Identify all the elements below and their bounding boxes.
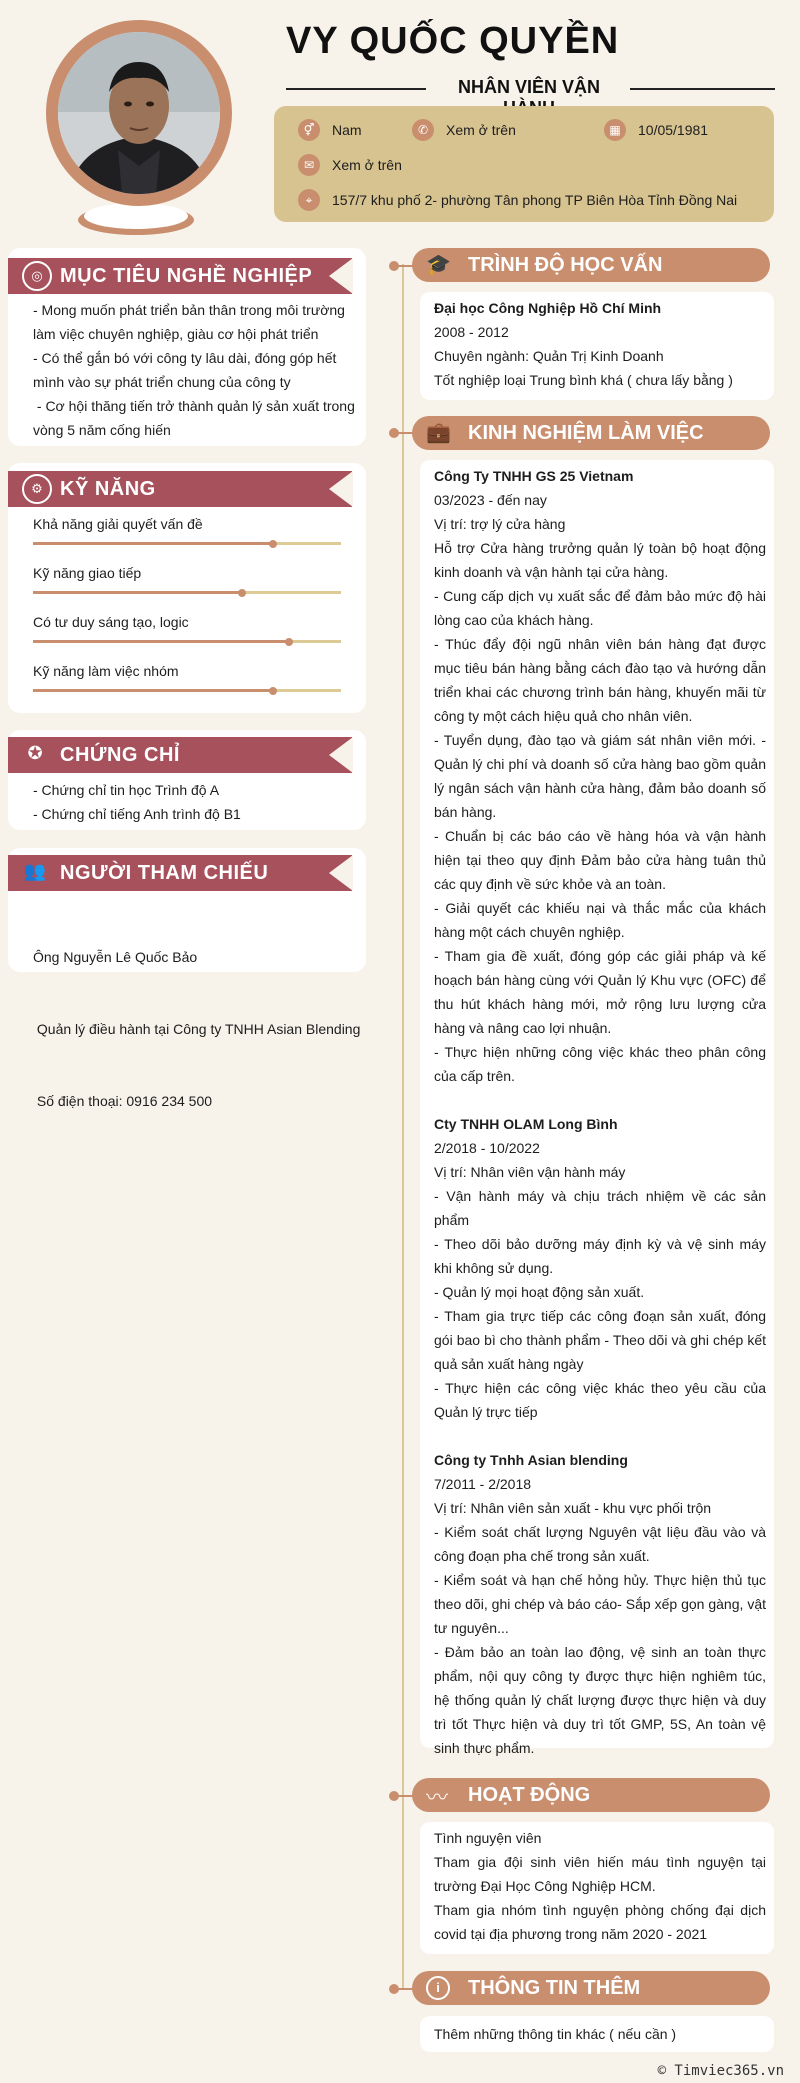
job-line: 2/2018 - 10/2022	[434, 1140, 540, 1156]
job-line: - Tuyển dụng, đào tạo và giám sát nhân viên mới. - Quản lý chi phí và doanh số cửa hàng bao gồm quản lý ngân sách vận hành cửa hàng, đảm bảo doanh số bán hàng.	[434, 732, 766, 820]
certificates-title: CHỨNG CHỈ	[60, 744, 180, 766]
pulse-icon: 〰	[426, 1785, 449, 1810]
skill-bar-fill	[33, 591, 242, 594]
skill-bar	[33, 640, 341, 643]
references-text	[33, 897, 360, 1137]
certificate-line: - Chứng chỉ tiếng Anh trình độ B1	[33, 806, 241, 822]
education-header	[412, 248, 770, 282]
contact-address: 157/7 khu phố 2- phường Tân phong TP Biên Hòa Tỉnh Đồng Nai	[332, 192, 738, 208]
phone-icon: ✆	[412, 119, 434, 141]
experience-text	[434, 464, 766, 1760]
objective-text	[33, 298, 363, 442]
references-ribbon	[8, 855, 352, 891]
skill-level-marker	[269, 687, 277, 695]
job-line: - Vận hành máy và chịu trách nhiệm về các sản phẩm	[434, 1188, 766, 1228]
skill-bar	[33, 689, 341, 692]
avatar	[58, 32, 220, 194]
job-line: - Tham gia trực tiếp các công đoạn sản xuất, đóng gói bao bì cho thành phẩm - Theo dõi và ghi chép kết quả sản xuất hàng ngày	[434, 1308, 766, 1372]
job-line: - Quản lý mọi hoạt động sản xuất.	[434, 1284, 645, 1300]
skill-label: Kỹ năng giao tiếp	[33, 565, 142, 581]
objective-title: MỤC TIÊU NGHỀ NGHIỆP	[60, 265, 313, 287]
job-company: Công Ty TNHH GS 25 Vietnam	[434, 468, 634, 484]
experience-header	[412, 416, 770, 450]
users-icon: 👥	[23, 861, 47, 881]
skill-label: Kỹ năng làm việc nhóm	[33, 663, 179, 679]
job-line: - Cung cấp dịch vụ xuất sắc để đảm bảo mức độ hài lòng cao của khách hàng.	[434, 588, 766, 628]
objective-line: - Cơ hội thăng tiến trở thành quản lý sản xuất trong	[33, 398, 355, 414]
objective-line: - Mong muốn phát triển bản thân trong môi trường	[33, 302, 345, 318]
gear-icon: ⚙	[22, 474, 52, 504]
extra-header	[412, 1971, 770, 2005]
job-line: Vị trí: Nhân viên vận hành máy	[434, 1164, 626, 1180]
objective-line: làm việc chuyên nghiệp, giàu cơ hội phát triển	[33, 326, 319, 342]
references-title: NGƯỜI THAM CHIẾU	[60, 862, 269, 884]
footer-watermark: © Timviec365.vn	[657, 2063, 784, 2079]
contact-phone: Xem ở trên	[446, 122, 516, 138]
job-line: Vị trí: Nhân viên sản xuất - khu vực phối trộn	[434, 1500, 712, 1516]
job-company: Công ty Tnhh Asian blending	[434, 1452, 628, 1468]
skill-level-marker	[238, 589, 246, 597]
extra-line: Thêm những thông tin khác ( nếu cần )	[434, 2026, 677, 2042]
job-company: Cty TNHH OLAM Long Bình	[434, 1116, 618, 1132]
timeline-line	[402, 264, 404, 1990]
contact-birthday: 10/05/1981	[638, 122, 709, 138]
skill-level-marker	[285, 638, 293, 646]
reference-line: Ông Nguyễn Lê Quốc Bảo	[33, 949, 198, 965]
candidate-name: VY QUỐC QUYỀN	[286, 20, 620, 62]
objective-line: vòng 5 năm cống hiến	[33, 422, 171, 438]
skill-label: Khả năng giải quyết vấn đề	[33, 516, 203, 532]
education-line: Chuyên ngành: Quản Trị Kinh Doanh	[434, 348, 664, 364]
skill-bar-fill	[33, 640, 289, 643]
job-line: 7/2011 - 2/2018	[434, 1476, 532, 1492]
ribbon-notch	[329, 258, 353, 294]
activity-line: Tình nguyện viên	[434, 1830, 542, 1846]
activity-line: Tham gia nhóm tình nguyện phòng chống đại dịch covid tại địa phương trong năm 2020 - 2021	[434, 1902, 766, 1942]
skill-label: Có tư duy sáng tạo, logic	[33, 614, 189, 630]
reference-line: Quản lý điều hành tại Công ty TNHH Asian Blending	[33, 1021, 361, 1037]
extra-title: THÔNG TIN THÊM	[468, 1977, 641, 1999]
job-line: - Kiểm soát và hạn chế hỏng hủy. Thực hiện thủ tục theo dõi, ghi chép và báo cáo- Sắp xếp gọn gàng, vật tư nguyên...	[434, 1572, 766, 1636]
job-line: - Chuẩn bị các báo cáo về hàng hóa và vận hành hiện tại theo quy định Đảm bảo cửa hàng tuân thủ các quy định về sức khỏe và an toàn.	[434, 828, 766, 892]
briefcase-icon: 💼	[426, 422, 451, 444]
avatar-frame	[46, 20, 232, 206]
job-line: - Tham gia đề xuất, đóng góp các giải pháp và kế hoạch bán hàng cùng với Quản lý Khu vực (OFC) để thu hút khách hàng mới, mở rộng lưu lượng cửa hàng và nâng cao lợi nhuận.	[434, 948, 766, 1036]
contact-gender: Nam	[332, 122, 362, 138]
skill-bar	[33, 591, 341, 594]
job-line: - Kiểm soát chất lượng Nguyên vật liệu đầu vào và công đoạn pha chế trong sản xuất.	[434, 1524, 766, 1564]
activity-line: Tham gia đội sinh viên hiến máu tình nguyện tại trường Đại Học Công Nghiệp HCM.	[434, 1854, 766, 1894]
certificate-line: - Chứng chỉ tin học Trình độ A	[33, 782, 220, 798]
education-line: 2008 - 2012	[434, 324, 509, 340]
reference-line: Số điện thoại: 0916 234 500	[33, 1093, 213, 1109]
job-spacer	[434, 1088, 766, 1112]
job-line: Hỗ trợ Cửa hàng trưởng quản lý toàn bộ hoạt động kinh doanh và vận hành tại cửa hàng.	[434, 540, 766, 580]
target-icon: ◎	[22, 261, 52, 291]
position-title: NHÂN VIÊN VẬN	[457, 77, 600, 97]
ribbon-notch	[329, 471, 353, 507]
education-title: TRÌNH ĐỘ HỌC VẤN	[468, 254, 663, 276]
extra-text	[434, 2022, 766, 2046]
job-line: - Thúc đẩy đội ngũ nhân viên bán hàng đạt được mục tiêu bán hàng bằng cách đào tạo và hướng dẫn triển khai các chương trình bán hàng, khuyến mãi từ công ty một cách hiệu quả cho nhân viên.	[434, 636, 766, 724]
award-icon: ✪	[27, 743, 43, 763]
position-divider-right	[630, 88, 775, 90]
job-line: 03/2023 - đến nay	[434, 492, 547, 508]
job-line: - Đảm bảo an toàn lao động, vệ sinh an toàn thực phẩm, nội quy công ty được thực hiện nghiêm túc, hệ thống quản lý chất lượng được thực hiện và duy trì tốt Thực hiện và duy trì tốt GMP, 5S, An toàn vệ sinh thực phẩm.	[434, 1644, 766, 1756]
job-line: Vị trí: trợ lý cửa hàng	[434, 516, 566, 532]
activities-title: HOẠT ĐỘNG	[468, 1784, 591, 1806]
certificates-text	[33, 778, 241, 826]
job-line: - Thực hiện những công việc khác theo phân công của cấp trên.	[434, 1044, 766, 1084]
activities-header	[412, 1778, 770, 1812]
position-divider-left	[286, 88, 426, 90]
skills-ribbon	[8, 471, 352, 507]
gender-icon: ⚥	[298, 119, 320, 141]
skill-bar	[33, 542, 341, 545]
calendar-icon: ▦	[604, 119, 626, 141]
job-spacer	[434, 1424, 766, 1448]
skill-bar-fill	[33, 689, 273, 692]
ribbon-notch	[329, 737, 353, 773]
skill-bar-fill	[33, 542, 273, 545]
info-icon: i	[426, 1976, 450, 2000]
objective-line: mình vào sự phát triển chung của công ty	[33, 374, 291, 390]
contact-box	[274, 106, 774, 222]
location-icon: ⌖	[298, 189, 320, 211]
activities-text	[434, 1826, 766, 1946]
certificates-ribbon	[8, 737, 352, 773]
objective-ribbon	[8, 258, 352, 294]
objective-line: - Có thể gắn bó với công ty lâu dài, đóng góp hết	[33, 350, 337, 366]
skill-level-marker	[269, 540, 277, 548]
school-name: Đại học Công Nghiệp Hồ Chí Minh	[434, 300, 662, 316]
graduation-cap-icon: 🎓	[426, 254, 451, 276]
experience-title: KINH NGHIỆM LÀM VIỆC	[468, 422, 704, 444]
job-line: - Giải quyết các khiếu nại và thắc mắc của khách hàng một cách chuyên nghiệp.	[434, 900, 766, 940]
email-icon: ✉	[298, 154, 320, 176]
contact-email: Xem ở trên	[332, 157, 402, 173]
job-line: - Theo dõi bảo dưỡng máy định kỳ và vệ sinh máy khi không sử dụng.	[434, 1236, 766, 1276]
avatar-base-inner	[84, 203, 188, 229]
skills-title: KỸ NĂNG	[60, 478, 156, 500]
ribbon-notch	[329, 855, 353, 891]
education-text	[434, 296, 766, 392]
education-line: Tốt nghiệp loại Trung bình khá ( chưa lấy bằng )	[434, 372, 733, 388]
job-line: - Thực hiện các công việc khác theo yêu cầu của Quản lý trực tiếp	[434, 1380, 766, 1420]
